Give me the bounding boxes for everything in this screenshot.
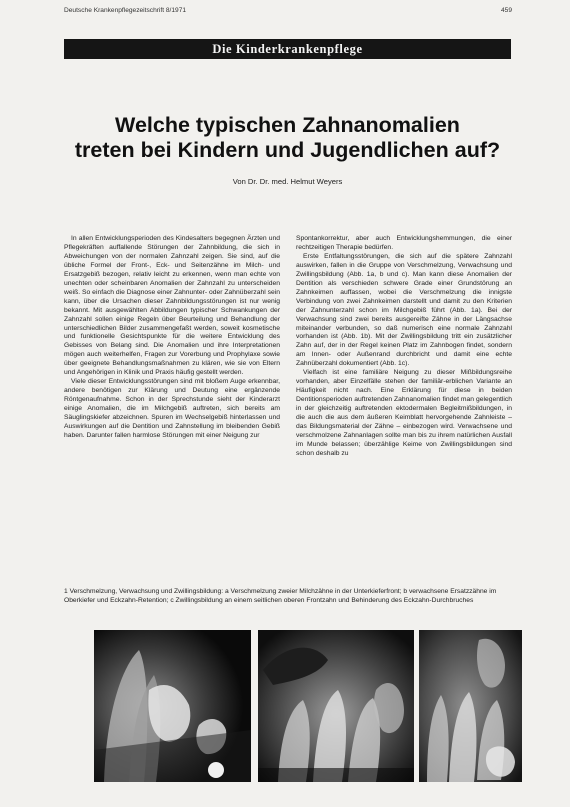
title-line-1: Welche typischen Zahnanomalien bbox=[115, 113, 460, 137]
body-column-left bbox=[64, 235, 280, 441]
xray-image-a bbox=[94, 630, 251, 782]
body-column-right bbox=[296, 235, 512, 459]
section-heading: Die Kinderkrankenpflege bbox=[64, 39, 511, 59]
title-line-2: treten bei Kindern und Jugendlichen auf? bbox=[74, 138, 501, 162]
article-title bbox=[64, 113, 511, 163]
xray-image-c bbox=[419, 630, 522, 782]
journal-header: Deutsche Krankenpflegezeitschrift 8/1971 bbox=[64, 7, 187, 14]
figure-caption: 1 Verschmelzung, Verwachsung und Zwillingsbildung: a Verschmelzung zweier Milchzähne in der Unterkieferfront; b verwachsene Ersatzzähne im Oberkiefer und Eckzahn-Retention; c Zwillingsbildung an einem seitlichen oberen Frontzahn und Behinderung des Eckzahn-Durchbruches bbox=[64, 588, 497, 604]
page-number: 459 bbox=[500, 7, 512, 14]
paragraph: Erste Entfaltungsstörungen, die sich auf die spätere Zahnzahl auswirken, fallen in die Gruppe von Verschmelzung, Verwachsung und Zwillingsbildung (Abb. 1a, b und c). Man kann diese Anomalien der Dentition als verschieden schwere Grade einer Grundstörung an Zahnkeimen auffassen, wobei die Verschmelzung die innigste Verbindung von zwei Zahnkeimen darstellt und damit zu den Kriterien der Zahnunterzahl schon im Milchgebiß führt (Abb. 1a). Bei der Verwachsung sind zwei bereits ausgereifte Zähne in der Längsachse miteinander verbunden, so daß numerisch eine normale Zahnzahl vorhanden ist (Abb. 1b). Mit der Zwillingsbildung tritt ein zusätzlicher Zahn auf, der in der Regel keinen Platz im Zahnbogen findet, sondern am Innen- oder Außenrand durchbricht und damit eine echte Zahnüberzahl dokumentiert (Abb. 1c). bbox=[296, 252, 512, 368]
paragraph: In allen Entwicklungsperioden des Kindesalters begegnen Ärzten und Pflegekräften auffallende Störungen der Zahnbildung, die sich in Abweichungen von der normalen Zahnzahl zeigen. Sie sind, auf die übliche Formel der Front-, Eck- und Seitenzähne im Milch- und Ersatzgebiß bezogen, relativ leicht zu erkennen, wenn man echte von unechten oder scheinbaren Anomalien der Zahnzahl zu unterscheiden weiß. So einfach die Diagnose einer Zahnunter- oder Zahnüberzahl sein kann, über die Ursachen dieser Zahnbildungsstörungen ist nur wenig bekannt. Mit ausgewählten Abbildungen typischer Schwankungen der Zahnzahl sollen einige Regeln über Beurteilung und Behandlung der unterschiedlichen Bilder zusammengefaßt werden, soweit kosmetische und funktionelle Gesichtspunkte für die weitere Entwicklung des Gebisses von Belang sind. Die Anomalien und ihre Interpretationen mögen auch weiterhelfen, Fragen zur Vorerbung und Prophylaxe sowie über geeignete Behandlungsmaßnahmen zu klären, wie sie von Eltern und Angehörigen in Klinik und Praxis häufig gestellt werden. bbox=[64, 235, 280, 377]
author-line: Von Dr. Dr. med. Helmut Weyers bbox=[232, 177, 343, 186]
paragraph: Spontankorrektur, aber auch Entwicklungshemmungen, die einer rechtzeitigen Therapie bedürfen. bbox=[296, 235, 512, 251]
xray-image-b bbox=[258, 630, 414, 782]
paragraph: Vielfach ist eine familiäre Neigung zu dieser Mißbildungsreihe vorhanden, aber Einzelfälle stehen der familiär-erblichen Variante an Häufigkeit nicht nach. Eine Erklärung für diese in beiden Dentitionsperioden auftretenden Zahnanomalien findet man gelegentlich in der gleichzeitig auftretenden ektodermalen Begleitmißbildungen, in die auch die aus dem äußeren Keimblatt hervorgehende Zahnleiste – das Bildungsmaterial der Zähne – einbezogen wird. Verwachsene und verschmolzene Zahnanlagen sollte man bis zu ihrem natürlichen Ausfall im Munde belassen; überzählige Keime von Zwillingsbildungen sind schon deshalb zu bbox=[296, 369, 512, 457]
paragraph: Viele dieser Entwicklungsstörungen sind mit bloßem Auge erkennbar, andere benötigen zur Klärung und Deutung eine ergänzende Röntgenaufnahme. Schon in der Sprechstunde sieht der Kinderarzt einige Anomalien, die im Milchgebiß auftreten, sich bereits am Säuglingskiefer abzeichnen. Spuren im Wechselgebiß hinterlassen und Auswirkungen auf die Dentition und Zahnstellung im bleibenden Gebiß haben. Darunter fallen harmlose Störungen mit einer Neigung zur bbox=[64, 378, 280, 439]
